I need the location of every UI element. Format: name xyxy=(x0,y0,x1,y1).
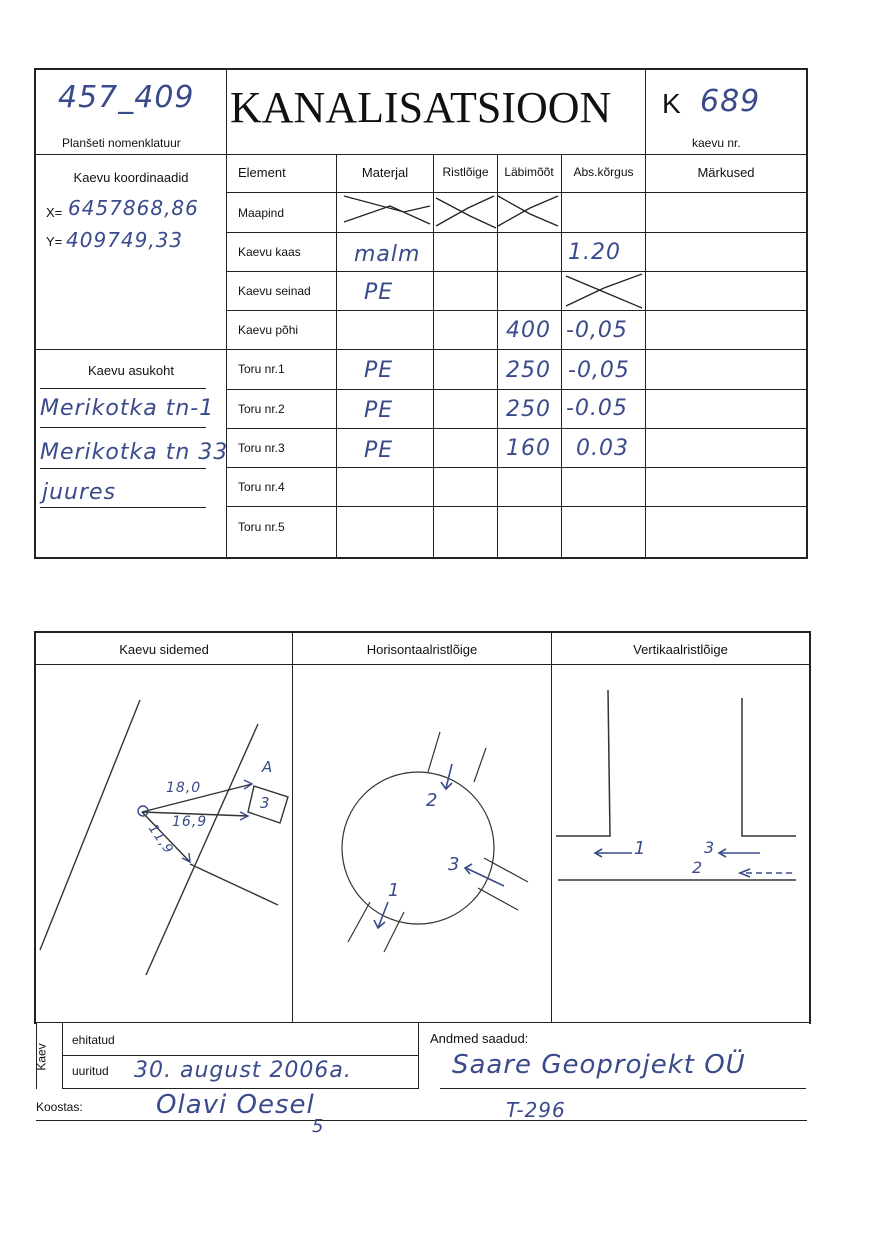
y-value: 409749,33 xyxy=(66,228,184,252)
cell-materjal: PE xyxy=(364,358,394,383)
row-label: Toru nr.5 xyxy=(238,520,285,534)
page-title: KANALISATSIOON xyxy=(230,83,612,132)
panel-title-vertical: Vertikaalristlõige xyxy=(633,642,728,657)
cell-labimoot: 250 xyxy=(506,397,551,422)
divider xyxy=(62,1088,418,1089)
row-label: Kaevu seinad xyxy=(238,284,311,298)
col-header-abs-korgus: Abs.kõrgus xyxy=(573,165,634,179)
row-label: Toru nr.2 xyxy=(238,402,285,416)
panel-title-ties: Kaevu sidemed xyxy=(119,642,209,657)
row-label: Toru nr.1 xyxy=(238,362,285,376)
location-line-2: Merikotka tn 33 xyxy=(40,440,229,465)
divider xyxy=(440,1088,806,1089)
cell-materjal: malm xyxy=(354,242,421,267)
well-side-label: Kaev xyxy=(34,1043,49,1071)
cell-materjal: PE xyxy=(364,280,394,305)
cell-abs: 1.20 xyxy=(568,240,621,265)
x-label: X= xyxy=(46,205,63,220)
sheet-nomenclature-label: Planšeti nomenklatuur xyxy=(62,136,181,150)
cell-materjal: PE xyxy=(364,398,394,423)
compiled-value: Olavi Oesel xyxy=(156,1090,315,1120)
cell-labimoot: 160 xyxy=(506,436,551,461)
row-label: Maapind xyxy=(238,206,285,220)
well-number-label: kaevu nr. xyxy=(692,136,741,150)
row-label: Toru nr.3 xyxy=(238,441,285,455)
y-label: Y= xyxy=(46,234,63,249)
pipe-label: 2 xyxy=(692,858,704,877)
surveyed-label: uuritud xyxy=(72,1064,109,1078)
tie-label: 16,9 xyxy=(172,814,208,830)
divider xyxy=(62,1055,418,1056)
cell-abs: -0,05 xyxy=(568,358,630,383)
cell-abs: -0.05 xyxy=(566,396,628,421)
pipe-label: 3 xyxy=(704,838,716,857)
data-from-value: Saare Geoprojekt OÜ xyxy=(452,1050,746,1080)
x-value: 6457868,86 xyxy=(68,196,199,220)
tie-label: 11,9 xyxy=(144,821,177,858)
cell-labimoot: 400 xyxy=(506,318,551,343)
col-header-element: Element xyxy=(238,165,286,180)
surveyed-value: 30. august 2006a. xyxy=(134,1058,352,1083)
tie-label: 18,0 xyxy=(166,780,202,796)
compiled-label: Koostas: xyxy=(36,1100,83,1114)
data-from-label: Andmed saadud: xyxy=(430,1031,529,1046)
divider xyxy=(36,1120,807,1121)
col-header-ristloige: Ristlõige xyxy=(442,165,489,179)
col-header-labimoot: Läbimõõt xyxy=(504,165,554,179)
divider xyxy=(62,1023,63,1089)
location-line-1: Merikotka tn-1 xyxy=(40,396,215,421)
built-label: ehitatud xyxy=(72,1033,115,1047)
sheet-nomenclature-value: 457_409 xyxy=(58,80,195,115)
location-label: Kaevu asukoht xyxy=(87,363,174,378)
row-label: Kaevu põhi xyxy=(238,323,299,337)
corner-label: A xyxy=(262,758,274,776)
location-line-3: juures xyxy=(42,480,117,505)
cell-materjal: PE xyxy=(364,438,394,463)
col-header-materjal: Materjal xyxy=(361,165,409,180)
code-value: T-296 xyxy=(506,1098,566,1122)
row-label: Toru nr.4 xyxy=(238,480,285,494)
cell-labimoot: 250 xyxy=(506,358,551,383)
panel-title-horizontal: Horisontaalristlõige xyxy=(366,642,478,657)
pipe-label: 1 xyxy=(634,838,647,859)
col-header-markused: Märkused xyxy=(697,165,755,180)
cell-abs: -0,05 xyxy=(566,318,628,343)
pipe-label: 2 xyxy=(426,790,439,811)
pipe-label: 3 xyxy=(448,854,461,875)
divider xyxy=(418,1023,419,1089)
pipe-label: 1 xyxy=(388,880,401,901)
row-label: Kaevu kaas xyxy=(238,245,301,259)
well-prefix: K xyxy=(662,88,681,119)
building-label: 3 xyxy=(260,794,271,812)
well-number-value: 689 xyxy=(700,84,761,119)
cell-abs: 0.03 xyxy=(576,436,629,461)
coordinates-label: Kaevu koordinaadid xyxy=(73,170,189,185)
compiled-mark: 5 xyxy=(312,1116,325,1137)
